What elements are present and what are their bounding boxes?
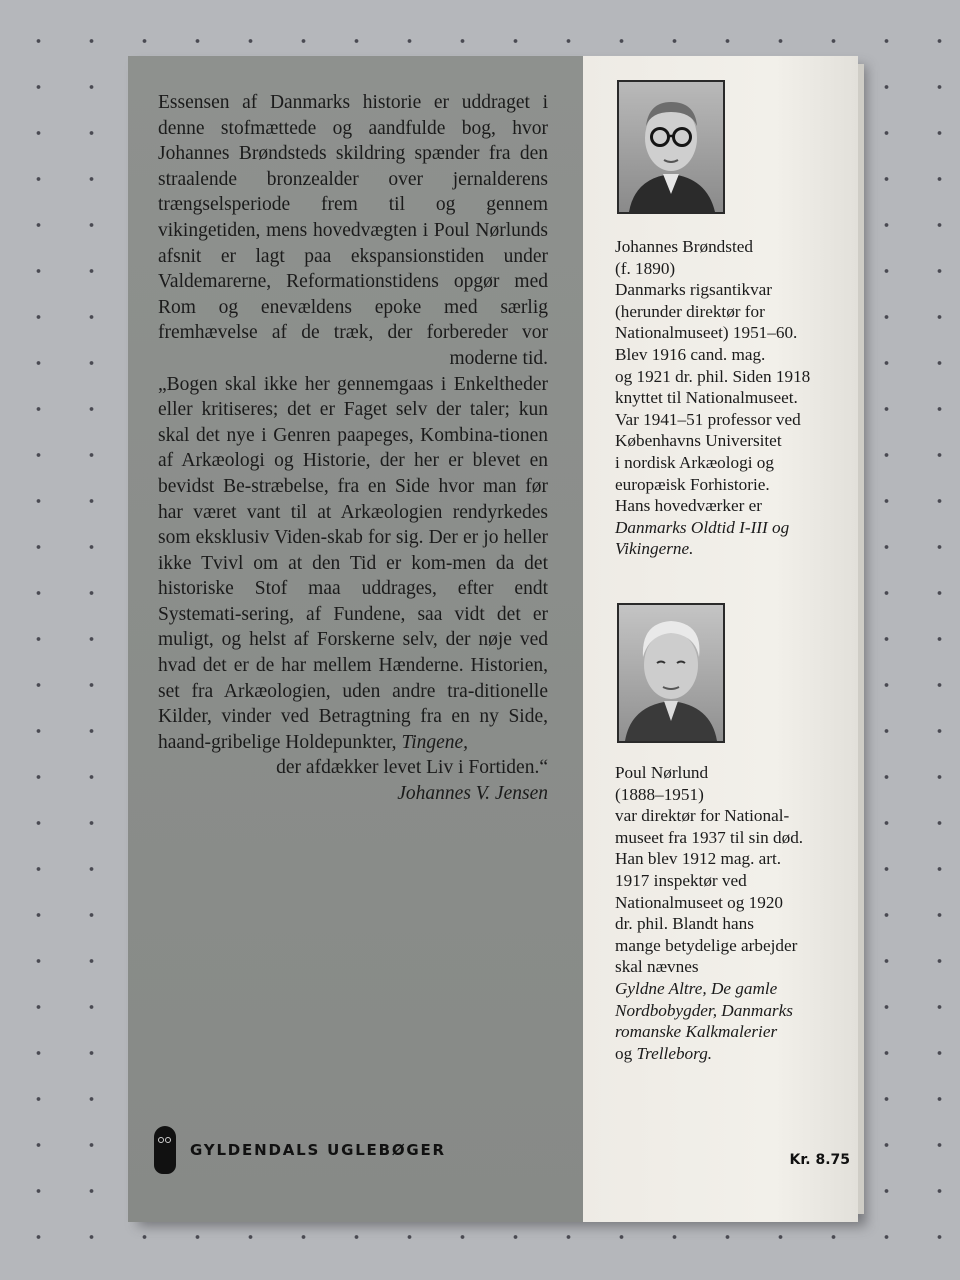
works-title: Nordbobygder, Danmarks (615, 1000, 793, 1020)
authors-panel (583, 56, 858, 1222)
quote-paragraph: „Bogen skal ikke her gennemgaas i Enkeltheder eller kritiseres; det er Faget selv der taler; kun skal det nye i Genren paapeges, Kombina-tionen af Arkæologi og Historie, der her er blevet en bevidst Be-stræbelse, fra en Side hvor man før har været vant til at Arkæologien rendyrkedes som eksklusiv Viden-skab for sig. Der er jo heller ikke Tvivl om at den Tid er kom-men da det historiske Stof maa uddrages, efter endt Systemati-sering, af Fundene, saa vidt det er muligt, og helst af Forskerne selv, der nøje ved hvad det er de har mellem Hænderne. Historien, set fra Arkæologien, uden andre tra-ditionelle Kilder, vinder ved Betragtning fra en ny Side, haand-gribelige Holdepunkter, Tingene, (158, 373, 549, 753)
works-title: Danmarks Oldtid I-III og (615, 517, 790, 537)
blurb-panel (128, 56, 583, 1222)
author-portrait-brondsted (617, 80, 725, 214)
works-title: romanske Kalkmalerier (615, 1022, 778, 1042)
quote-signature: Johannes V. Jensen (397, 783, 548, 805)
blurb-paragraph: Essensen af Danmarks historie er uddraget i denne stofmættede og aandfulde bog, hvor Johannes Brøndsteds skildring spænder fra den straalende bronzealder over jernalderens trængselsperiode frem til og gennem vikingetiden, mens hovedvægten i Poul Nørlunds afsnit er lagt paa ekspansionstiden under Valdemarerne, Reformationstidens opgør med Rom og enevældens epoke med særlig fremhævelse af de træk, der forbereder vor moderne tid. (158, 92, 549, 369)
tingene-word: Tingene, (401, 731, 469, 753)
works-title: Vikingerne. (615, 539, 694, 559)
publisher-imprint (154, 1126, 446, 1174)
works-title: Trelleborg. (636, 1043, 713, 1063)
book-back-cover (128, 56, 858, 1222)
owl-logo-icon (154, 1126, 176, 1174)
price-label: Kr. 8.75 (789, 1152, 850, 1168)
works-title: Gyldne Altre, De gamle (615, 978, 778, 998)
blurb-text (158, 90, 548, 807)
quote-final-line: der afdækker levet Liv i Fortiden.“ (276, 757, 548, 779)
author-bio-norlund: Poul Nørlund (1888–1951) var direktør for National- museet fra 1937 til sin død. Han blev 1912 mag. art. 1917 inspektør ved Nationalmuseet og 1920 dr. phil. Blandt hans mange betydelige arbejder skal nævnes Gyldne Altre, De gamle Nordbobygder, Danmarks romanske Kalkmalerier og Trelleborg. (615, 762, 860, 1064)
author-portrait-norlund (617, 603, 725, 743)
publisher-name: GYLDENDALS UGLEBØGER (190, 1141, 446, 1159)
author-bio-brondsted: Johannes Brøndsted (f. 1890) Danmarks rigsantikvar (herunder direktør for Nationalmuseet) 1951–60. Blev 1916 cand. mag. og 1921 dr. phil. Siden 1918 knyttet til Nationalmuseet. Var 1941–51 professor ved Københavns Universitet i nordisk Arkæologi og europæisk Forhistorie. Hans hovedværker er Danmarks Oldtid I-III og Vikingerne. (615, 236, 860, 560)
author-name: Poul Nørlund (615, 763, 709, 782)
author-name: Johannes Brøndsted (615, 237, 753, 256)
